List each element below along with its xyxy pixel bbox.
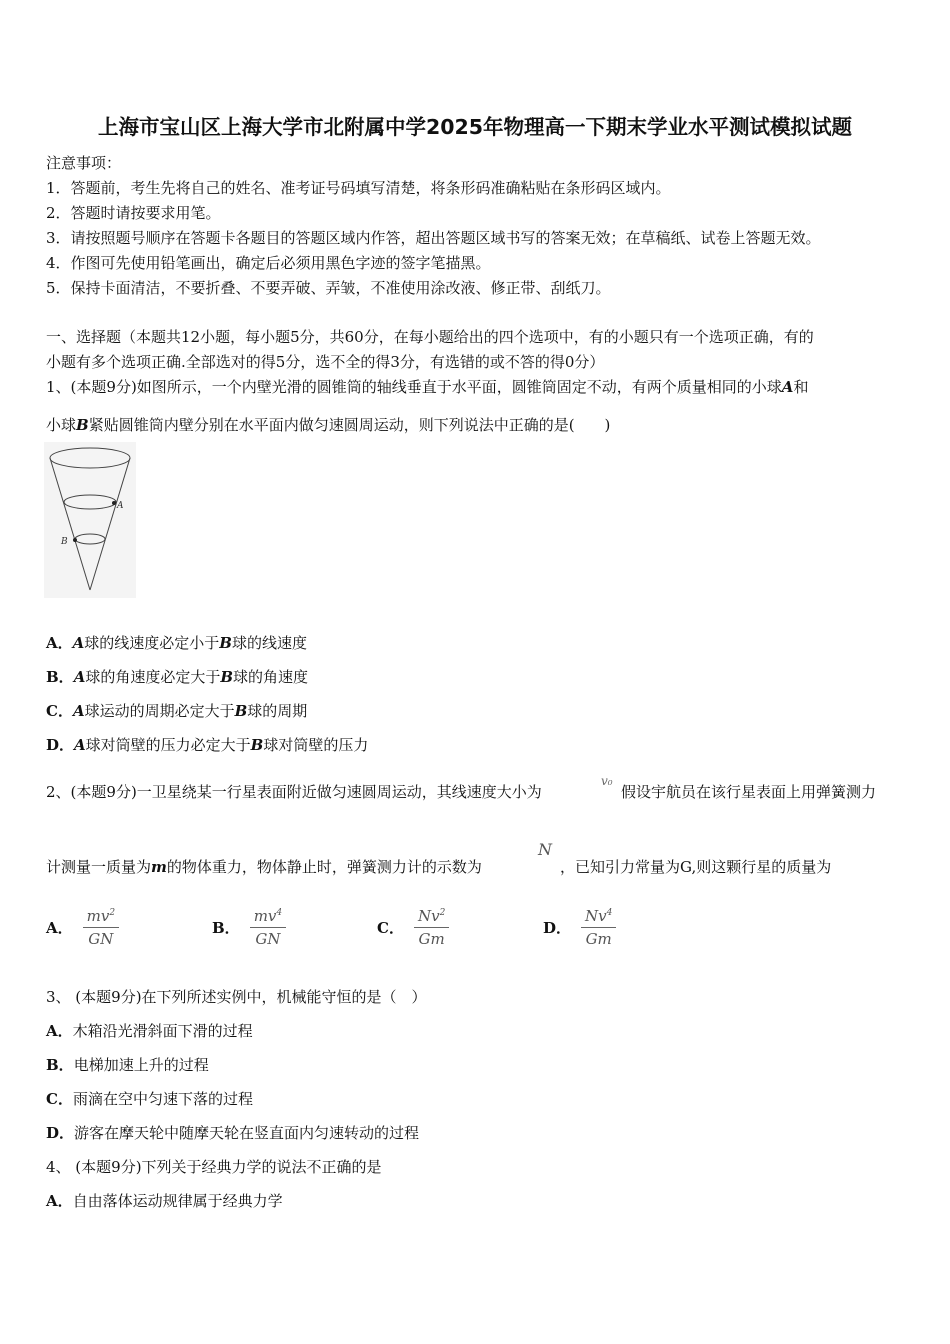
q1-ball-b-symbol: B	[76, 416, 89, 434]
section-heading-line1: 一、选择题（本题共12小题，每小题5分，共60分，在每小题给出的四个选项中，有的小题只有一个选项正确，有的	[46, 328, 814, 346]
q2-n-symbol: N	[538, 840, 552, 859]
option-text: 雨滴在空中匀速下落的过程	[72, 1090, 253, 1108]
fraction	[250, 907, 286, 948]
figure-background	[44, 442, 136, 598]
label-a: A	[117, 501, 124, 511]
option-letter: B．	[46, 668, 74, 686]
option-text: 球的线速度	[231, 634, 307, 652]
num-base: Nv	[417, 906, 440, 925]
q4-stem: 4、 (本题9分)下列关于经典力学的说法不正确的是	[46, 1158, 382, 1176]
option-letter: B．	[212, 918, 240, 937]
q1-stem-text: 小球	[46, 416, 77, 434]
notice-item: 5．保持卡面清洁，不要折叠、不要弄破、弄皱，不准使用涂改液、修正带、刮纸刀。	[46, 279, 611, 297]
q3-option-c	[46, 1088, 253, 1109]
notice-item: 2．答题时请按要求用笔。	[46, 204, 221, 222]
q2-stem-line1a: 2、(本题9分)一卫星绕某一行星表面附近做匀速圆周运动，其线速度大小为	[46, 783, 542, 801]
option-symbol: A	[73, 668, 86, 686]
option-letter: A．	[46, 1192, 73, 1210]
q2-v0-symbol: v₀	[601, 774, 613, 788]
option-text: 木箱沿光滑斜面下滑的过程	[72, 1022, 253, 1040]
option-letter: A．	[46, 634, 73, 652]
num-base: mv	[86, 906, 110, 925]
numerator	[83, 907, 119, 927]
q2-stem-line1b: 假设宇航员在该行星表面上用弹簧测力	[621, 783, 877, 801]
q1-stem-line1	[46, 376, 808, 397]
denominator: GN	[88, 929, 114, 948]
option-text: 球的角速度必定大于	[85, 668, 221, 686]
exam-title: 上海市宝山区上海大学市北附属中学2025年物理高一下期末学业水平测试模拟试题	[97, 115, 853, 139]
section-heading-line2: 小题有多个选项正确.全部选对的得5分，选不全的得3分，有选错的或不答的得0分）	[46, 353, 605, 371]
q1-option-c	[46, 700, 307, 721]
option-symbol: A	[72, 702, 85, 720]
option-text: 球的周期	[247, 702, 308, 720]
q2-stem-line2a	[46, 856, 482, 877]
option-text: 球运动的周期必定大于	[84, 702, 235, 720]
notice-item: 4．作图可先使用铅笔画出，确定后必须用黑色字迹的签字笔描黑。	[46, 254, 491, 272]
q1-ball-a-symbol: A	[781, 378, 794, 396]
numerator	[250, 907, 286, 927]
option-symbol: B	[234, 702, 248, 720]
option-text: 球对筒壁的压力	[263, 736, 369, 754]
num-exp: 2	[109, 907, 116, 918]
fraction	[83, 907, 119, 948]
q1-stem-text: 和	[793, 378, 809, 396]
q1-stem-text: 紧贴圆锥筒内壁分别在水平面内做匀速圆周运动，则下列说法中正确的是( )	[88, 416, 611, 434]
num-base: Nv	[585, 906, 607, 925]
option-text: 游客在摩天轮中随摩天轮在竖直面内匀速转动的过程	[74, 1124, 420, 1142]
option-letter: A．	[46, 1022, 73, 1040]
ball-a	[112, 501, 116, 505]
q2-stem-line2c: ，已知引力常量为G,则这颗行星的质量为	[560, 858, 832, 876]
q3-option-d	[46, 1122, 419, 1143]
q3-option-b	[46, 1054, 209, 1075]
option-symbol: B	[250, 736, 264, 754]
denominator: GN	[255, 929, 281, 948]
option-letter: C．	[46, 702, 73, 720]
option-text: 球的角速度	[233, 668, 309, 686]
q2-option-a	[46, 900, 119, 954]
option-symbol: B	[219, 634, 232, 652]
denominator: Gm	[585, 929, 612, 948]
option-symbol: A	[74, 736, 86, 754]
option-text: 电梯加速上升的过程	[73, 1056, 209, 1074]
q2-option-c	[377, 900, 449, 954]
num-exp: 4	[606, 907, 613, 918]
notice-item: 3．请按照题号顺序在答题卡各题目的答题区域内作答，超出答题区域书写的答案无效；在草稿纸、试卷上答题无效。	[46, 229, 821, 247]
option-letter: D．	[46, 1124, 75, 1142]
option-text: 球对筒壁的压力必定大于	[85, 736, 251, 754]
q2-option-b	[212, 900, 286, 954]
cone-figure	[44, 442, 136, 598]
q1-option-a	[46, 632, 307, 653]
numerator	[414, 907, 449, 927]
numerator	[581, 907, 616, 927]
q1-option-b	[46, 666, 308, 687]
ball-b	[73, 538, 77, 542]
option-letter: C．	[377, 918, 404, 937]
option-letter: D．	[543, 918, 572, 937]
q2-mass-symbol: m	[151, 858, 167, 876]
option-text: 自由落体运动规律属于经典力学	[72, 1192, 283, 1210]
notice-heading: 注意事项：	[46, 154, 122, 172]
num-exp: 4	[276, 907, 283, 918]
num-exp: 2	[439, 907, 446, 918]
fraction	[414, 907, 449, 948]
option-letter: C．	[46, 1090, 73, 1108]
fraction	[581, 907, 616, 948]
q2-stem-text: 的物体重力，物体静止时，弹簧测力计的示数为	[166, 858, 482, 876]
option-text: 球的线速度必定小于	[84, 634, 220, 652]
denominator: Gm	[418, 929, 445, 948]
q3-stem: 3、 (本题9分)在下列所述实例中，机械能守恒的是（ ）	[46, 988, 427, 1006]
option-letter: D．	[46, 736, 75, 754]
q2-stem-text: 计测量一质量为	[46, 858, 152, 876]
label-b: B	[61, 537, 68, 547]
q1-stem-text: 1、(本题9分)如图所示，一个内壁光滑的圆锥筒的轴线垂直于水平面，圆锥筒固定不动，有两个质量相同的小球	[46, 378, 782, 396]
option-letter: A．	[46, 918, 73, 937]
q3-option-a	[46, 1020, 253, 1041]
num-base: mv	[253, 906, 277, 925]
option-symbol: A	[72, 634, 85, 652]
q1-stem-line2	[46, 414, 610, 435]
option-symbol: B	[220, 668, 234, 686]
notice-item: 1．答题前，考生先将自己的姓名、准考证号码填写清楚，将条形码准确粘贴在条形码区域内。	[46, 179, 671, 197]
q1-option-d	[46, 734, 368, 755]
option-letter: B．	[46, 1056, 74, 1074]
q4-option-a	[46, 1190, 283, 1211]
q2-option-d	[543, 900, 616, 954]
